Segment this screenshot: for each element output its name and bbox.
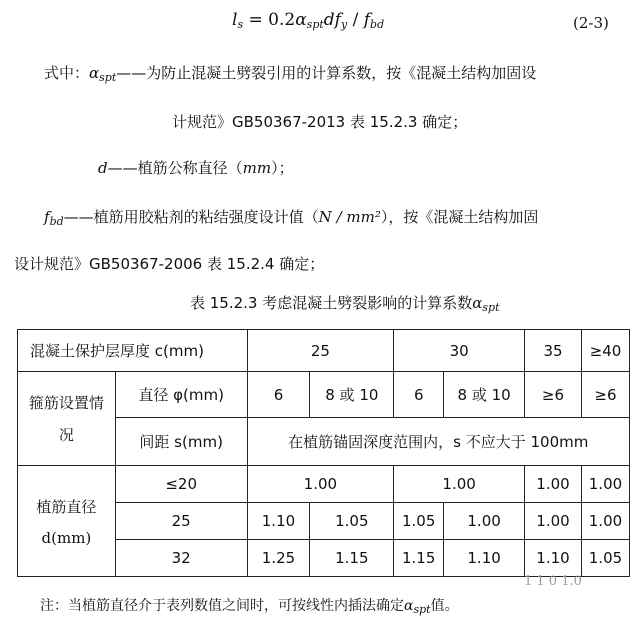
d-close: ）； xyxy=(271,159,294,177)
fbd-definition-line1 xyxy=(44,206,538,228)
note-sub: spt xyxy=(413,603,431,616)
alpha-text1: ——为防止混凝土劈裂引用的计算系数，按《混凝土结构加固设 xyxy=(116,64,537,82)
table-caption-sub: spt xyxy=(482,301,500,314)
cover-25: 25 xyxy=(247,330,394,372)
spacing-value: 在植筋锚固深度范围内，s 不应大于 100mm xyxy=(247,418,629,466)
diameter-v4: 8 或 10 xyxy=(444,372,525,418)
row-value: 1.15 xyxy=(394,540,444,577)
bar-diameter-label xyxy=(18,466,116,577)
formula-fbd-sub: bd xyxy=(370,18,385,31)
row-value: 1.00 xyxy=(444,503,525,540)
diameter-v6: ≥6 xyxy=(581,372,629,418)
fbd-sub: bd xyxy=(49,215,64,228)
d-text: ——植筋公称直径（ xyxy=(107,159,243,177)
bar-label-2: d(mm) xyxy=(41,528,92,547)
formula-slash: / xyxy=(347,10,364,30)
row-value: 1.00 xyxy=(525,503,582,540)
cover-label: 混凝土保护层厚度 c(mm) xyxy=(18,330,248,372)
formula-d: d xyxy=(323,10,335,30)
alpha-sub: spt xyxy=(99,71,117,84)
alpha-symbol: α xyxy=(89,64,100,82)
definition-prefix: 式中： xyxy=(44,64,90,82)
fbd-definition-line2: 设计规范》GB50367-2006 表 15.2.4 确定； xyxy=(14,255,325,273)
row-value: 1.15 xyxy=(310,540,394,577)
fbd-text1b: ），按《混凝土结构加固 xyxy=(380,208,539,226)
fbd-text1: ——植筋用胶粘剂的粘结强度设计值（ xyxy=(63,208,319,226)
row-d: 25 xyxy=(115,503,247,540)
formula-fy-sub: y xyxy=(340,18,348,31)
row-value: 1.00 xyxy=(525,466,582,503)
row-value: 1.10 xyxy=(247,503,310,540)
coefficient-table xyxy=(17,329,630,577)
table-caption xyxy=(190,292,500,314)
alpha-definition-line2: 计规范》GB50367-2013 表 15.2.3 确定； xyxy=(172,113,468,131)
d-unit: mm xyxy=(242,159,272,177)
table-row-diameter xyxy=(18,372,630,418)
watermark: 1 1 0 1.0 xyxy=(524,574,582,589)
diameter-v5: ≥6 xyxy=(525,372,582,418)
fbd-symbol: f xyxy=(44,208,50,226)
formula xyxy=(232,10,384,31)
d-symbol: d xyxy=(98,159,108,177)
note-text1: 注：当植筋直径介于表列数值之间时，可按线性内插法确定 xyxy=(40,598,404,614)
row-value: 1.05 xyxy=(310,503,394,540)
fbd-unit: N / mm² xyxy=(318,208,381,226)
bar-label-1: 植筋直径 xyxy=(36,497,97,516)
row-value: 1.10 xyxy=(525,540,582,577)
d-definition xyxy=(98,157,294,178)
row-d: ≤20 xyxy=(115,466,247,503)
diameter-v1: 6 xyxy=(247,372,310,418)
row-value: 1.05 xyxy=(394,503,444,540)
row-value: 1.00 xyxy=(581,466,629,503)
row-value: 1.00 xyxy=(394,466,525,503)
note-text2: 值。 xyxy=(430,598,459,614)
formula-l: l xyxy=(232,10,238,30)
diameter-v2: 8 或 10 xyxy=(310,372,394,418)
stirrup-label: 箍筋设置情况 xyxy=(18,372,116,466)
table-caption-text: 表 15.2.3 考虑混凝土劈裂影响的计算系数 xyxy=(190,294,473,312)
formula-alpha: α xyxy=(295,10,307,30)
formula-alpha-sub: spt xyxy=(306,18,324,31)
cover-40: ≥40 xyxy=(581,330,629,372)
diameter-v3: 6 xyxy=(394,372,444,418)
table-caption-symbol: α xyxy=(472,294,483,312)
table-row-cover xyxy=(18,330,630,372)
formula-eq: = 0.2 xyxy=(243,10,296,30)
alpha-definition-line1 xyxy=(44,62,536,84)
spacing-label: 间距 s(mm) xyxy=(115,418,247,466)
diameter-label: 直径 φ(mm) xyxy=(115,372,247,418)
table-row-d20 xyxy=(18,466,630,503)
row-value: 1.00 xyxy=(581,503,629,540)
row-value: 1.05 xyxy=(581,540,629,577)
formula-fbd: f xyxy=(363,10,371,30)
row-value: 1.10 xyxy=(444,540,525,577)
cover-30: 30 xyxy=(394,330,525,372)
formula-l-sub: s xyxy=(237,18,244,31)
note-symbol: α xyxy=(404,598,414,614)
row-d: 32 xyxy=(115,540,247,577)
row-value: 1.00 xyxy=(247,466,394,503)
formula-f: f xyxy=(334,10,341,30)
cover-35: 35 xyxy=(525,330,582,372)
table-note xyxy=(40,595,459,616)
row-value: 1.25 xyxy=(247,540,310,577)
equation-number: (2-3) xyxy=(573,14,609,32)
